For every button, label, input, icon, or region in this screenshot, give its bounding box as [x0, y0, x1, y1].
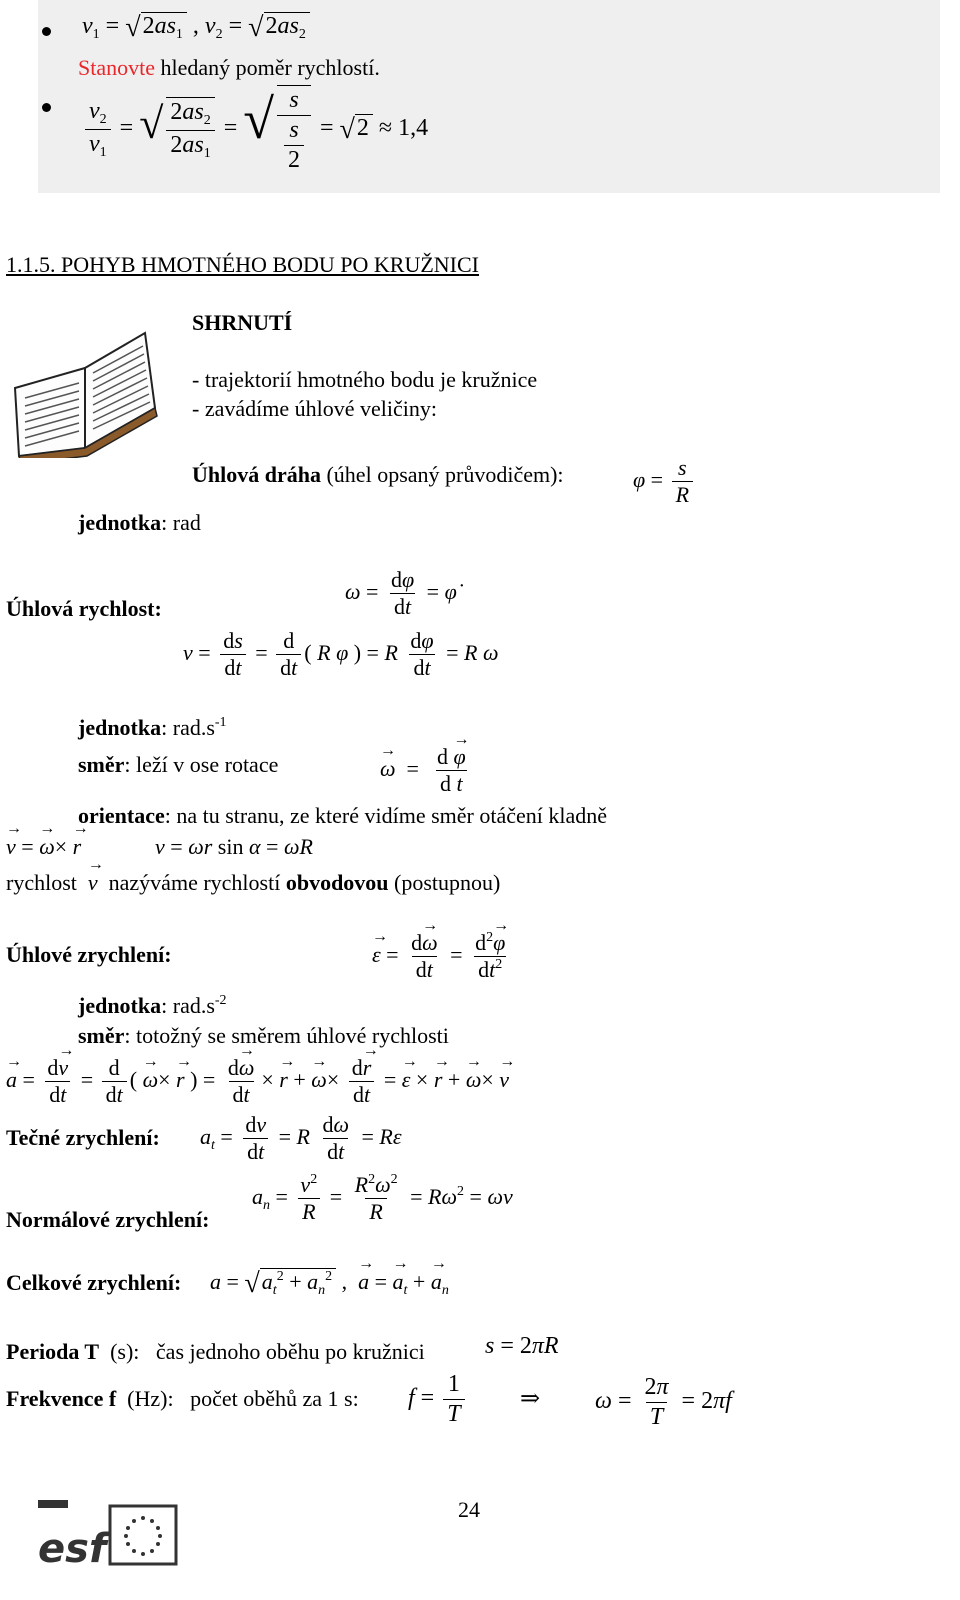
unit-value: : rad: [161, 510, 201, 535]
speed-text-1: rychlost: [6, 870, 77, 895]
orientation-text: [78, 803, 607, 829]
angular-path-formula: φ = $\frac{s}{R}$: [633, 455, 696, 509]
unit-label: jednotka: [78, 715, 162, 740]
angular-acceleration-unit: [78, 993, 227, 1019]
total-acceleration-label: Celkové zrychlení:: [6, 1270, 182, 1295]
omega-frequency-formula: ω = $\frac{2\pi}{T}$ = 2πf: [595, 1374, 732, 1430]
implies-arrow-icon: ⇒: [520, 1386, 541, 1412]
frequency-unit: (Hz):: [127, 1386, 174, 1411]
page-number: 24: [458, 1497, 480, 1522]
angular-velocity-unit: [78, 715, 227, 741]
unit-label: jednotka: [78, 993, 162, 1018]
direction-label: směr: [78, 752, 125, 777]
frequency-text: počet oběhů za 1 s:: [190, 1386, 359, 1411]
period-formula: s = 2πR: [485, 1333, 559, 1359]
period-line: [6, 1339, 425, 1365]
summary-bullet-1: - trajektorií hmotného bodu je kružnice: [192, 367, 538, 392]
angular-acceleration-direction: [78, 1023, 449, 1049]
unit-value: : rad.s: [161, 715, 215, 740]
velocities-formula: $v_1 = √2as_1$ , $v_2 = √2as_2$: [82, 12, 310, 44]
period-label: Perioda T: [6, 1339, 100, 1364]
unit-label: jednotka: [78, 510, 162, 535]
velocity-magnitude-formula: v = ωr sin α = ωR: [155, 834, 313, 859]
angular-path-label: [192, 462, 564, 488]
unit-exponent: -1: [214, 715, 227, 730]
bullet-2: [42, 103, 51, 112]
esf-logo: [38, 1500, 178, 1572]
epsilon-formula: → ε = $\frac{d\to \omega}{dt}$ = $\frac{d^2\to \varphi}{dt^2}$: [372, 930, 512, 984]
circumferential-speed-text: rychlost → v nazýváme rychlostí obvodovou (postupnou): [6, 870, 500, 896]
instruction-text: [78, 55, 380, 81]
speed-text-bold: obvodovou: [285, 870, 389, 895]
direction-text: : leží v ose rotace: [124, 752, 279, 777]
frequency-formula: f = $\frac{1}{T}$: [408, 1370, 468, 1429]
summary-bullet-2: - zavádíme úhlové veličiny:: [192, 396, 437, 421]
linear-velocity-formula: v = $\frac{ds}{dt}$ = $\frac{d}{dt}$ ( R φ ) = R $\frac{d\varphi}{dt}$ = R ω: [183, 628, 499, 681]
open-book-icon: [5, 328, 165, 464]
svg-text:esf: esf: [38, 1526, 107, 1566]
instruction-highlight: Stanovte: [78, 55, 155, 80]
normal-acceleration-formula: $a_n$ = $\frac{v^2}{R}$ = $\frac{R^2\omega^2}{R}$ = $R\omega^2 = \omega v$: [252, 1172, 513, 1225]
acceleration-vector-formula: → a = $\frac{d\to v}{dt}$ = $\frac{d}{dt}$ ( → ω× → r ) = $\frac{d\to \omega}{dt}$ × → r + → ω× $\frac{d\to r}{dt}$ = → ε × → r + → ω× → v: [6, 1055, 509, 1109]
bullet-1: [42, 27, 51, 36]
summary-heading: SHRNUTÍ: [192, 310, 293, 335]
period-text: čas jednoho oběhu po kružnici: [155, 1339, 425, 1364]
ratio-formula: $\frac{v_2}{v_1}$ = √ $\frac{2as_2}{2as_1}$ = √ $\frac{s}{\frac{s}{2}}$ = √2 ≈ 1,4: [82, 85, 428, 174]
angular-path-label-rest: (úhel opsaný průvodičem):: [320, 462, 564, 487]
unit-exponent: -2: [214, 993, 227, 1008]
tangential-acceleration-formula: $a_t$ = $\frac{dv}{dt}$ = R $\frac{d\omega}{dt}$ = Rε: [200, 1112, 402, 1165]
angular-path-unit: [78, 510, 201, 536]
period-unit: (s):: [110, 1339, 140, 1364]
total-acceleration-formula: $a = √a_t^2 + a_n^2$ , → a = → $a_t$ + → $a_n$: [210, 1268, 449, 1300]
unit-value: : rad.s: [161, 993, 215, 1018]
orientation-label: orientace: [78, 803, 165, 828]
omega-definition-formula: ω = $\frac{d\varphi}{dt}$ = φ̇: [345, 567, 457, 620]
section-title: 1.1.5. POHYB HMOTNÉHO BODU PO KRUŽNICI: [6, 252, 480, 277]
speed-text-2: nazýváme rychlostí: [108, 870, 281, 895]
angular-velocity-direction: [78, 752, 278, 778]
frequency-label: Frekvence f: [6, 1386, 117, 1411]
instruction-rest: hledaný poměr rychlostí.: [155, 55, 380, 80]
orientation-rest: : na tu stranu, ze které vidíme směr otáčení kladně: [164, 803, 608, 828]
angular-velocity-label: Úhlová rychlost:: [6, 596, 162, 621]
cross-product-formula: → v = → ω× → r: [6, 834, 81, 860]
direction-text: : totožný se směrem úhlové rychlosti: [124, 1023, 449, 1048]
frequency-line: [6, 1386, 359, 1412]
direction-label: směr: [78, 1023, 125, 1048]
omega-vector-formula: → ω = $\frac{d \to \varphi}{\text{d t}}$: [380, 744, 473, 798]
speed-text-3: (postupnou): [394, 870, 501, 895]
angular-acceleration-label: Úhlové zrychlení:: [6, 942, 172, 967]
tangential-acceleration-label: Tečné zrychlení:: [6, 1125, 160, 1150]
angular-path-label-bold: Úhlová dráha: [192, 462, 321, 487]
normal-acceleration-label: Normálové zrychlení:: [6, 1207, 210, 1232]
